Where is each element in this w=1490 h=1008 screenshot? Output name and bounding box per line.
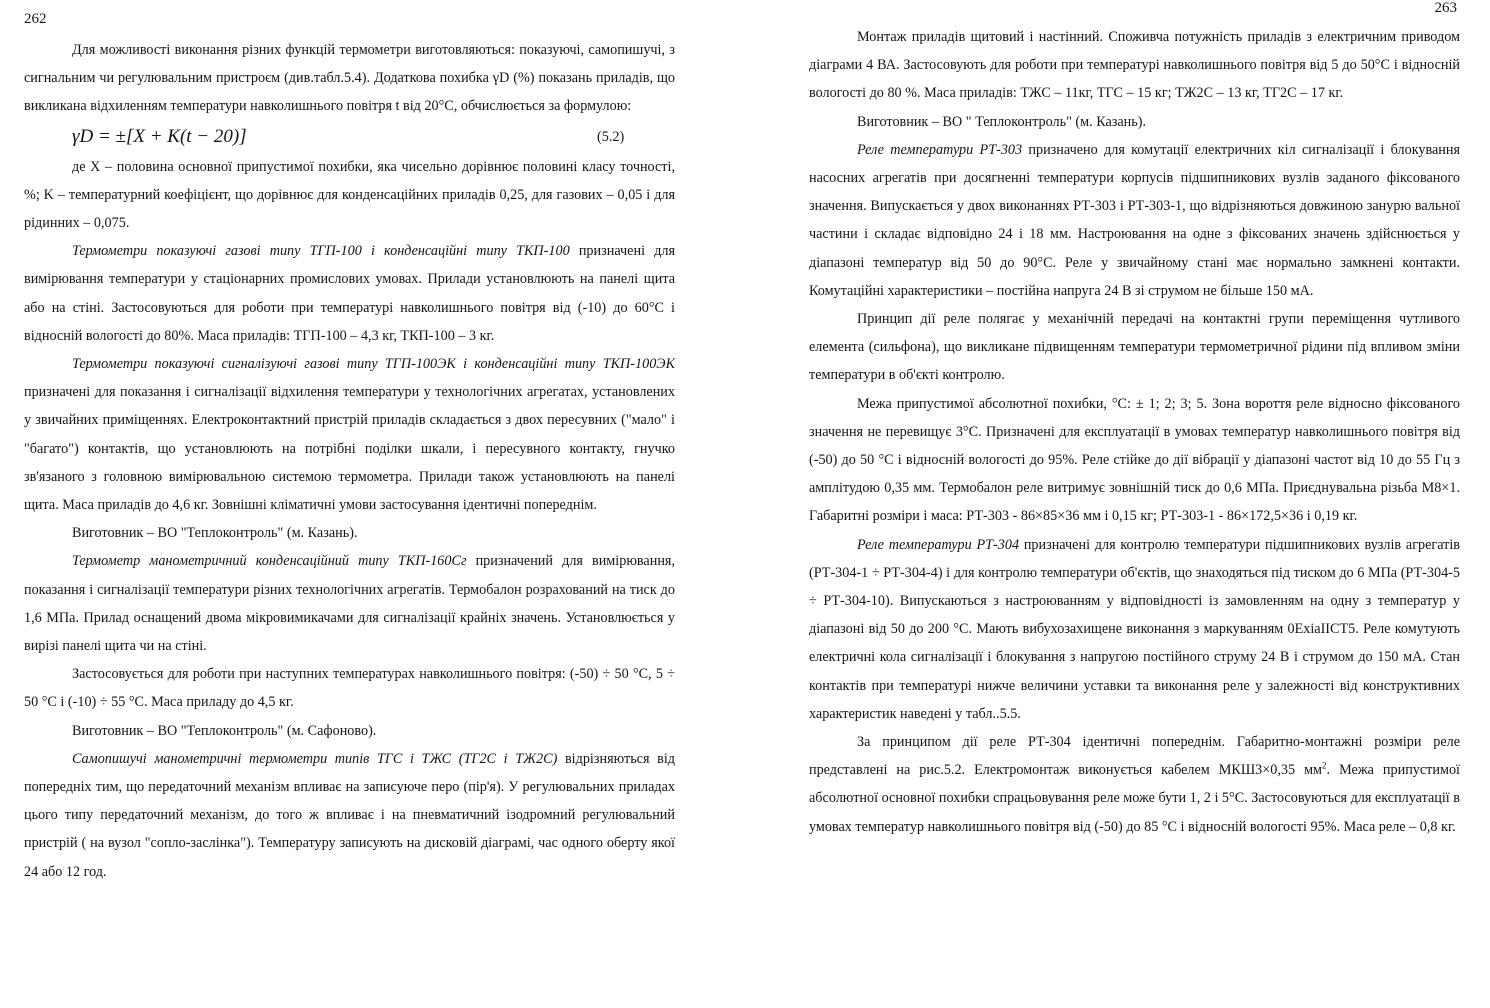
- page-number: 263: [1434, 0, 1457, 16]
- paragraph: [809, 728, 1460, 841]
- italic-term: Реле температури РТ-304: [857, 536, 1020, 553]
- paragraph: Монтаж приладів щитовий і настінний. Споживча потужність приладів з електричним приводом діаграми 4 ВА. Застосовують для роботи при температурі навколишнього повітря від 5 до 50°С і відносній вологості до 80 %. Маса приладів: ТЖС – 11кг, ТГС – 15 кг; ТЖ2С – 13 кг, ТГ2С – 17 кг.: [809, 29, 1460, 102]
- paragraph-text: За принципом дії реле РТ-304 ідентичні попереднім. Габаритно-монтажні розміри реле представлені на рис.5.2. Електромонтаж виконується кабелем МКШ3×0,35 мм: [809, 734, 1460, 779]
- italic-term: Термометри показуючі сигналізуючі газові типу ТГП-100ЭК і конденсаційні типу ТКП-100ЭК: [72, 356, 675, 373]
- formula: γD = ±[X + K(t − 20)]: [72, 125, 247, 147]
- italic-term: Термометр манометричний конденсаційний типу ТКП-160Сг: [72, 553, 467, 570]
- paragraph: [809, 136, 1460, 305]
- page-number: 262: [24, 11, 47, 27]
- formula-block: [24, 121, 675, 153]
- italic-term: Реле температури РТ-303: [857, 141, 1023, 158]
- paragraph: [809, 531, 1460, 728]
- paragraph: Виготовник – ВО "Теплоконтроль" (м. Казань).: [72, 525, 358, 542]
- paragraph: Для можливості виконання різних функцій термометри виготовляються: показуючі, самопишучі, з сигнальним чи регулювальним пристроєм (див.табл.5.4). Додаткова похибка γD (%) показань приладів, що викликана відхиленням температури навколишнього повітря t від 20°С, обчислюється за формулою:: [24, 42, 675, 115]
- paragraph: Принцип дії реле полягає у механічній передачі на контактні групи переміщення чутливого елемента (сильфона), що викликане підвищенням температури термометричної рідини під впливом зміни температури в об'єкті контролю.: [809, 311, 1460, 384]
- right-page: [745, 0, 1490, 1008]
- italic-term: Самопишучі манометричні термометри типів ТГС і ТЖС (ТГ2С і ТЖ2С): [72, 750, 558, 767]
- paragraph: [24, 237, 675, 350]
- paragraph: [24, 547, 675, 660]
- paragraph-text: призначені для вимірювання температури у стаціонарних промислових умовах. Прилади установлюють на панелі щита або на стіні. Застосовуються для роботи при температурі навколишнього повітря від (-10) до 60°С і відносній вологості до 80%. Маса приладів: ТГП-100 – 4,3 кг, ТКП-100 – 3 кг.: [24, 243, 675, 344]
- paragraph: [24, 745, 675, 886]
- paragraph-text: . Межа припустимої абсолютної основної похибки спрацьовування реле може бути 1, 2 і 5°С. Застосовуються для експлуатації в умовах температур навколишнього повітря від (-50) до 85 °С і відносній вологості 95%. Маса реле – 0,8 кг.: [809, 762, 1460, 835]
- formula-number: (5.2): [597, 128, 625, 145]
- paragraph-text: відрізняються від попередніх тим, що передаточний механізм впливає на записуюче перо (пір'я). У регулювальних приладах цього типу передаточний механізм, до того ж впливає і на пневматичний ізодромний регулювальний пристрій ( на вузол "сопло-заслінка"). Температуру записують на дисковій діаграмі, час одного оберту якої 24 або 12 год.: [24, 750, 675, 880]
- italic-term: Термометри показуючі газові типу ТГП-100 і конденсаційні типу ТКП-100: [72, 243, 570, 260]
- paragraph: Межа припустимої абсолютної похибки, °С: ± 1; 2; 3; 5. Зона вороття реле відносно фіксованого значення не перевищує 3°С. Призначені для експлуатації в умовах температур навколишнього повітря від (-50) до 50 °С і відносній вологості до 95%. Реле стійке до дії вібрації у діапазоні частот від 10 до 55 Гц з амплітудою 0,35 мм. Термобалон реле витримує зовнішній тиск до 0,6 МПа. Приєднувальна різьба М8×1. Габаритні розміри і маса: РТ-303 - 86×85×36 мм і 0,15 кг; РТ-303-1 - 86×172,5×36 і 0,19 кг.: [809, 395, 1460, 525]
- paragraph: Виготовник – ВО " Теплоконтроль" (м. Казань).: [857, 113, 1147, 130]
- paragraph-text: призначений для вимірювання, показання і сигналізації температури різних технологічних агрегатів. Термобалон розрахований на тиск до 1,6 МПа. Прилад оснащений двома мікровимикачами для сигналізації крайніх значень. Установлюється у вирізі панелі щита чи на стіні.: [24, 553, 675, 655]
- left-page-text: [24, 36, 675, 886]
- paragraph: Застосовується для роботи при наступних температурах навколишнього повітря: (-50) ÷ 50 °С, 5 ÷ 50 °С і (-10) ÷ 55 °С. Маса приладу до 4,5 кг.: [24, 666, 675, 711]
- paragraph-text: призначені для контролю температури підшипникових вузлів агрегатів (РТ-304-1 ÷ РТ-304-4) і для контролю температури об'єктів, що знаходяться під тиском до 6 МПа (РТ-304-5 ÷ РТ-304-10). Випускаються з настроюванням у відповідності із замовленням на одну з температур у діапазоні від 50 до 200 °С. Мають вибухозахищене виконання з маркуванням 0ExiaIICT5. Реле комутують електричні кола сигналізації і блокування з напругою постійного струму 24 В і струмом до 150 мА. Стан контактів при температурі нижче величини уставки та виконання реле у залежності від конструктивних характеристик наведені у табл..5.5.: [809, 536, 1460, 722]
- paragraph-text: призначені для показання і сигналізації відхилення температури у технологічних агрегатах, установлених у звичайних приміщеннях. Електроконтактний пристрій приладів складається з двох пересувних ("мало" і "багато") контактів, що установлюють на потрібні поділки шкали, і пересувного контакту, гнучко зв'язаного з головною вимірювальною системою термометра. Прилади також установлюють на панелі щита. Маса приладів до 4,6 кг. Зовнішні кліматичні умови застосування ідентичні попереднім.: [24, 384, 675, 514]
- right-page-text: [809, 23, 1460, 841]
- paragraph: [24, 350, 675, 519]
- paragraph-text: призначено для комутації електричних кіл сигналізації і блокування насосних агрегатів при досягненні температури корпусів підшипникових вузлів заданого фіксованого значення. Випускається у двох виконаннях РТ-303 і РТ-303-1, що відрізняються довжиною занурю вальної частини і складає відповідно 24 і 18 мм. Настроювання на одне з фіксованих значень здійснюється у діапазоні температур від 50 до 90°С. Реле у звичайному стані має нормально замкнені контакти. Комутаційні характеристики – постійна напруга 24 В зі струмом не більше 150 мА.: [809, 141, 1460, 299]
- paragraph: де X – половина основної припустимої похибки, яка чисельно дорівнює половині класу точності, %; K – температурний коефіцієнт, що дорівнює для конденсаційних приладів 0,25, для газових – 0,05 і для рідинних – 0,075.: [24, 158, 675, 232]
- paragraph: Виготовник – ВО "Теплоконтроль" (м. Сафоново).: [72, 722, 377, 739]
- superscript: 2: [1322, 760, 1327, 771]
